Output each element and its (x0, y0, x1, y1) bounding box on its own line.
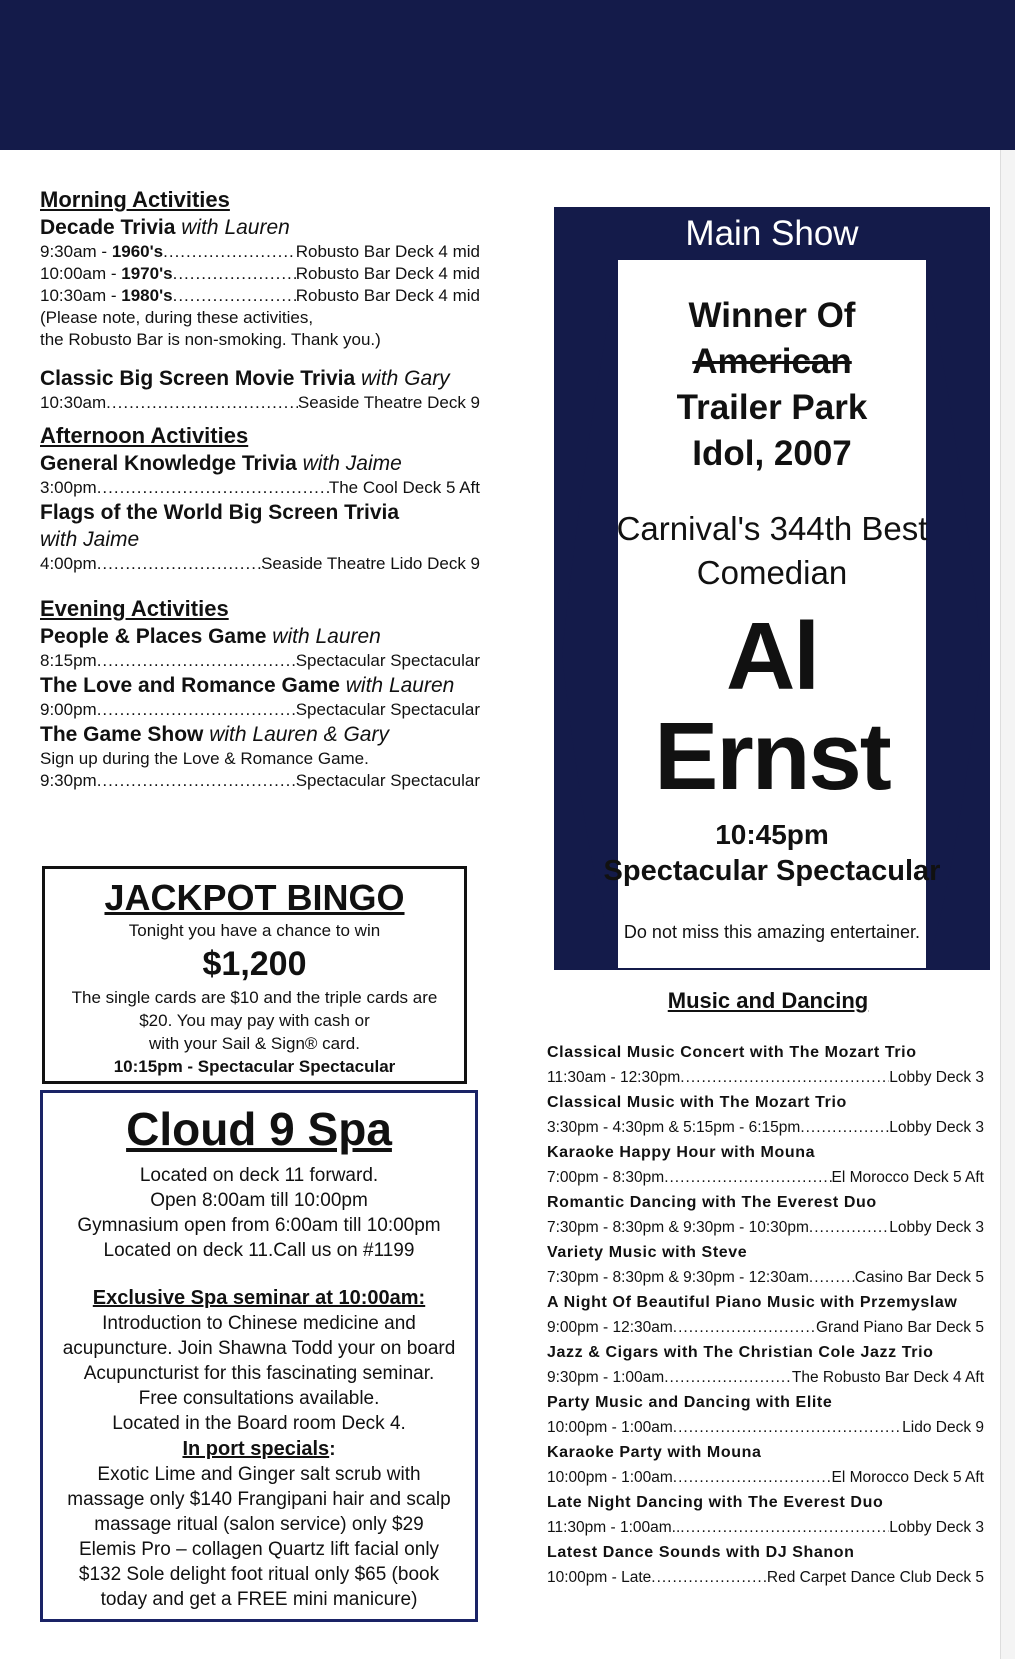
jackpot-line-2: The single cards are $10 and the triple cards are (71, 988, 438, 1007)
show-award: Winner Of American Trailer Park Idol, 2007 (676, 296, 868, 473)
spa-port-2: massage only $140 Frangipani hair and scalp (67, 1489, 451, 1510)
music-item: Classical Music with The Mozart Trio 3:30pm - 4:30pm & 5:15pm - 6:15pm ..... Lobby Deck 3 (547, 1090, 984, 1140)
music-item: Party Music and Dancing with Elite 10:00pm - 1:00am ..... Lido Deck 9 (547, 1390, 984, 1440)
show-rank: Carnival's 344th Best Comedian (616, 510, 928, 591)
spa-line-2: Open 8:00am till 10:00pm (150, 1190, 368, 1211)
jackpot-heading: JACKPOT BINGO (104, 877, 405, 918)
jackpot-bingo-box (42, 866, 467, 1084)
spa-seminar-2: acupuncture. Join Shawna Todd your on board (62, 1338, 456, 1359)
flags-trivia-row: 4:00pm ..... Seaside Theatre Lido Deck 9 (40, 553, 480, 575)
game-show-row: 9:30pm ..... Spectacular Spectacular (40, 770, 480, 792)
music-item: Latest Dance Sounds with DJ Shanon 10:00pm - Late ..... Red Carpet Dance Club Deck 5 (547, 1540, 984, 1590)
spa-port-3: massage ritual (salon service) only $29 (94, 1514, 424, 1535)
spa-seminar-4: Free consultations available. (138, 1388, 380, 1409)
decade-row-1960: 9:30am - 1960's ..... Robusto Bar Deck 4 mid (40, 241, 480, 263)
game-show-note: Sign up during the Love & Romance Game. (40, 749, 369, 768)
music-item: Variety Music with Steve 7:30pm - 8:30pm & 9:30pm - 12:30am ..... Casino Bar Deck 5 (547, 1240, 984, 1290)
main-show-label: Main Show (685, 214, 859, 253)
spa-port-4: Elemis Pro – collagen Quartz lift facial only (78, 1539, 440, 1560)
spa-line-3: Gymnasium open from 6:00am till 10:00pm (77, 1215, 441, 1236)
general-trivia-title: General Knowledge Trivia with Jaime (40, 452, 402, 475)
decade-trivia-title: Decade Trivia with Lauren (40, 216, 290, 239)
music-heading: Music and Dancing (667, 988, 869, 1013)
spa-seminar-1: Introduction to Chinese medicine and (102, 1313, 416, 1334)
music-item: Classical Music Concert with The Mozart Trio 11:30am - 12:30pm ..... Lobby Deck 3 (547, 1040, 984, 1090)
evening-heading: Evening Activities (40, 596, 229, 621)
spa-port-6: today and get a FREE mini manicure) (100, 1589, 418, 1610)
spa-seminar-3: Acupuncturist for this fascinating seminar. (83, 1363, 435, 1384)
afternoon-heading: Afternoon Activities (40, 423, 249, 448)
music-item: Late Night Dancing with The Everest Duo 11:30pm - 1:00am.. ..... Lobby Deck 3 (547, 1490, 984, 1540)
spa-line-1: Located on deck 11 forward. (139, 1165, 379, 1186)
spa-port-5: $132 Sole delight foot ritual only $65 (book (78, 1564, 440, 1585)
movie-trivia-row: 10:30am ..... Seaside Theatre Deck 9 (40, 392, 480, 414)
top-banner (0, 0, 1015, 150)
decade-note-2: the Robusto Bar is non-smoking. Thank you.) (40, 330, 381, 349)
page-edge (1000, 150, 1015, 1659)
love-romance-row: 9:00pm ..... Spectacular Spectacular (40, 699, 480, 721)
music-item: A Night Of Beautiful Piano Music with Przemyslaw 9:00pm - 12:30am ..... Grand Piano Bar Deck 5 (547, 1290, 984, 1340)
jackpot-when: 10:15pm - Spectacular Spectacular (113, 1057, 396, 1076)
jackpot-line-3: $20. You may pay with cash or (139, 1011, 370, 1030)
people-places-row: 8:15pm ..... Spectacular Spectacular (40, 650, 480, 672)
general-trivia-row: 3:00pm ..... The Cool Deck 5 Aft (40, 477, 480, 499)
music-item: Jazz & Cigars with The Christian Cole Jazz Trio 9:30pm - 1:00am ..... The Robusto Bar Deck 4 Aft (547, 1340, 984, 1390)
music-list (547, 1040, 984, 1590)
decade-row-1980: 10:30am - 1980's ..... Robusto Bar Deck 4 mid (40, 285, 480, 307)
decade-note-1: (Please note, during these activities, (40, 308, 314, 327)
morning-heading: Morning Activities (40, 187, 230, 212)
music-item: Karaoke Happy Hour with Mouna 7:00pm - 8:30pm ..... El Morocco Deck 5 Aft (547, 1140, 984, 1190)
spa-seminar-heading: Exclusive Spa seminar at 10:00am: (92, 1287, 426, 1309)
flags-trivia-title: Flags of the World Big Screen Trivia (40, 501, 400, 524)
love-romance-title: The Love and Romance Game with Lauren (40, 674, 455, 697)
jackpot-line-4: with your Sail & Sign® card. (149, 1034, 360, 1053)
show-tagline: Do not miss this amazing entertainer. (623, 922, 921, 942)
game-show-title: The Game Show with Lauren & Gary (40, 723, 389, 746)
show-venue: Spectacular Spectacular (603, 855, 941, 887)
spa-line-4: Located on deck 11.Call us on #1199 (103, 1240, 415, 1261)
spa-port-1: Exotic Lime and Ginger salt scrub with (97, 1464, 421, 1485)
flags-trivia-with: with Jaime (40, 528, 140, 551)
movie-trivia-title: Classic Big Screen Movie Trivia with Gary (40, 367, 450, 390)
music-item: Romantic Dancing with The Everest Duo 7:30pm - 8:30pm & 9:30pm - 10:30pm ..... Lobby Deck 3 (547, 1190, 984, 1240)
spa-seminar-5: Located in the Board room Deck 4. (112, 1413, 406, 1434)
show-time: 10:45pm (715, 819, 829, 850)
jackpot-amount: $1,200 (202, 945, 307, 983)
decade-row-1970: 10:00am - 1970's ..... Robusto Bar Deck 4 mid (40, 263, 480, 285)
people-places-title: People & Places Game with Lauren (40, 625, 381, 648)
spa-heading: Cloud 9 Spa (126, 1103, 392, 1155)
spa-box (40, 1090, 478, 1622)
main-show-panel (554, 207, 990, 970)
spa-port-heading: In port specials: (182, 1438, 336, 1460)
music-item: Karaoke Party with Mouna 10:00pm - 1:00am ..... El Morocco Deck 5 Aft (547, 1440, 984, 1490)
performer-name: Al Ernst (654, 603, 890, 810)
activities-column (40, 186, 480, 792)
jackpot-line-1: Tonight you have a chance to win (128, 921, 381, 940)
